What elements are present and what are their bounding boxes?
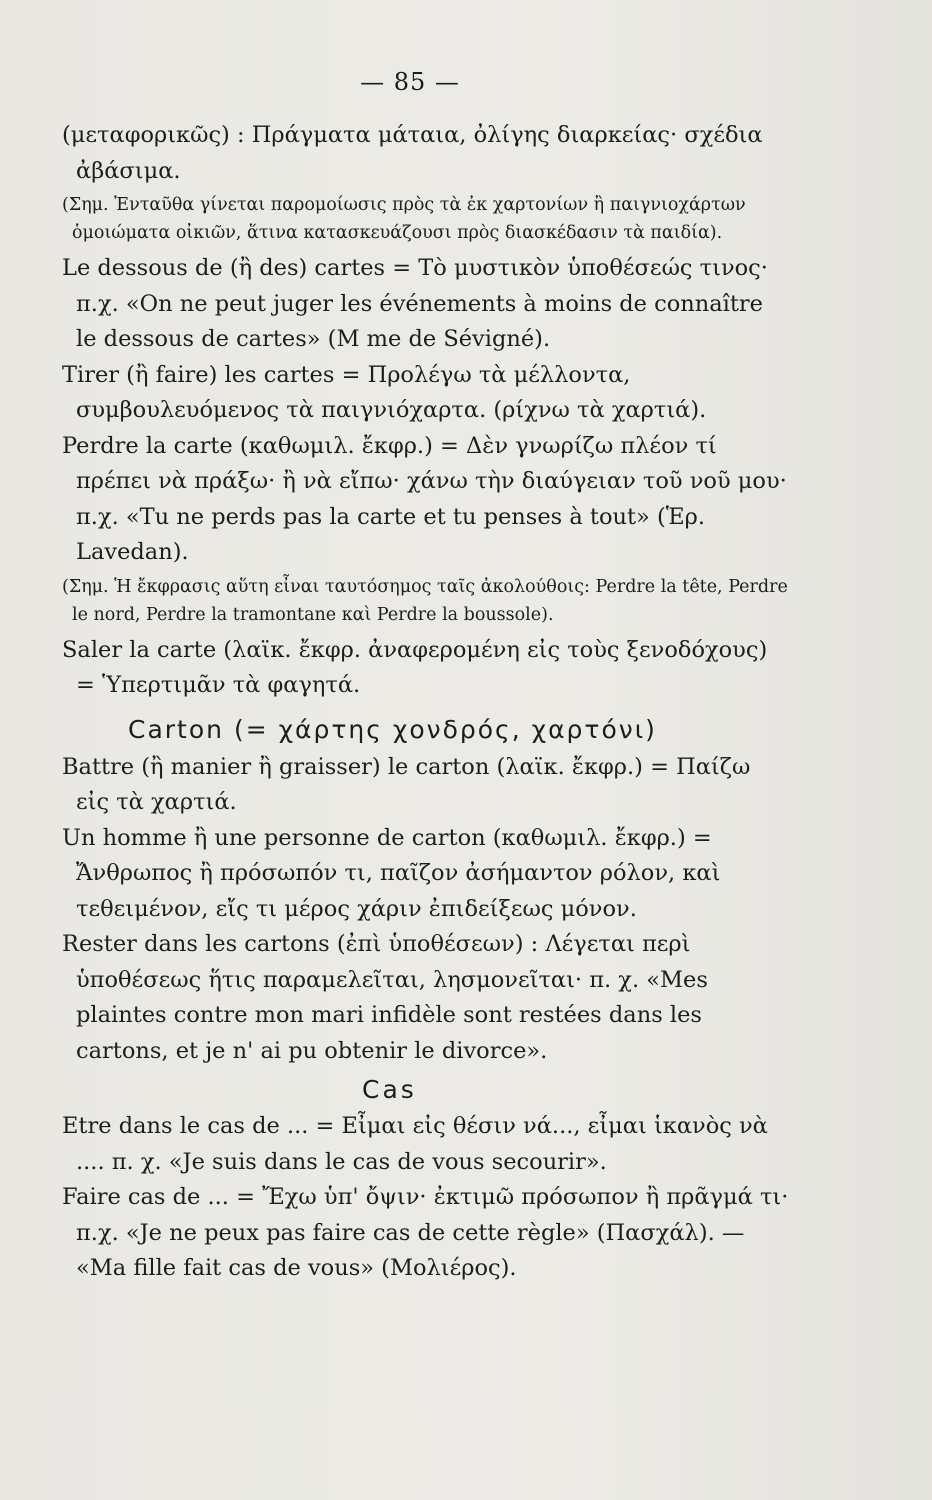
page-number: — 85 — <box>360 68 460 96</box>
entry-paragraph: (μεταφορικῶς) : Πράγματα μάταια, ὀλίγης διαρκείας· σχέδια ἀβάσιμα. <box>62 122 763 184</box>
entry-paragraph: Le dessous de (ἢ des) cartes = Τὸ μυστικὸν ὑποθέσεώς τινος· π.χ. «On ne peut juger les événements à moins de connaître le dessous de cartes» (M me de Sévigné). <box>62 255 768 352</box>
entry-paragraph: Battre (ἢ manier ἢ graisser) le carton (λαϊκ. ἔκφρ.) = Παίζω εἰς τὰ χαρτιά. <box>62 753 751 815</box>
entry-paragraph: Faire cas de ... = Ἔχω ὑπ' ὄψιν· ἐκτιμῶ πρόσωπον ἢ πρᾶγμά τι· π.χ. «Je ne peux pas faire cas de cette règle» (Πασχάλ). — «Ma fille fait cas de vous» (Μολιέρος). <box>62 1184 789 1281</box>
entry-heading: Cas <box>362 1075 417 1104</box>
entry-heading: Carton (= χάρτης χονδρός, χαρτόνι) <box>128 714 657 744</box>
entry-paragraph: Un homme ἢ une personne de carton (καθωμιλ. ἔκφρ.) = Ἄνθρωπος ἢ πρόσωπόν τι, παῖζον ἀσήμαντον ρόλον, καὶ τεθειμένον, εἴς τι μέρος χάριν ἐπιδείξεως μόνον. <box>62 824 721 922</box>
entry-paragraph: Rester dans les cartons (ἐπὶ ὑποθέσεων) : Λέγεται περὶ ὑποθέσεως ἥτις παραμελεῖται, λησμονεῖται· π. χ. «Mes plaintes contre mon mari infidèle sont restées dans les cartons, et je n' ai pu obtenir le divorce». <box>62 931 708 1064</box>
note-paragraph: (Σημ. Ἡ ἔκφρασις αὕτη εἶναι ταυτόσημος ταῖς ἀκολούθοις: Perdre la tête, Perdre le nord, Perdre la tramontane καὶ Perdre la boussole). <box>62 576 788 625</box>
entry-paragraph: Etre dans le cas de ... = Εἶμαι εἰς θέσιν νά..., εἶμαι ἱκανὸς νὰ .... π. χ. «Je suis dans le cas de vous secourir». <box>62 1113 768 1175</box>
entry-paragraph: Tirer (ἢ faire) les cartes = Προλέγω τὰ μέλλοντα, συμβουλευόμενος τὰ παιγνιόχαρτα. (ρίχνω τὰ χαρτιά). <box>62 361 707 423</box>
note-paragraph: (Σημ. Ἐνταῦθα γίνεται παρομοίωσις πρὸς τὰ ἐκ χαρτονίων ἢ παιγνιοχάρτων ὁμοιώματα οἰκιῶν, ἅτινα κατασκευάζουσι πρὸς διασκέδασιν τὰ παιδία). <box>62 195 746 243</box>
entry-paragraph: Saler la carte (λαϊκ. ἔκφρ. ἀναφερομένη εἰς τοὺς ξενοδόχους) = Ὑπερτιμᾶν τὰ φαγητά. <box>62 636 768 698</box>
entry-paragraph: Perdre la carte (καθωμιλ. ἔκφρ.) = Δὲν γνωρίζω πλέον τί πρέπει νὰ πράξω· ἢ νὰ εἴπω· χάνω τὴν διαύγειαν τοῦ νοῦ μου· π.χ. «Tu ne perds pas la carte et tu penses à tout» (Ἑρ. Lavedan). <box>62 432 787 565</box>
dictionary-text <box>62 118 790 1287</box>
